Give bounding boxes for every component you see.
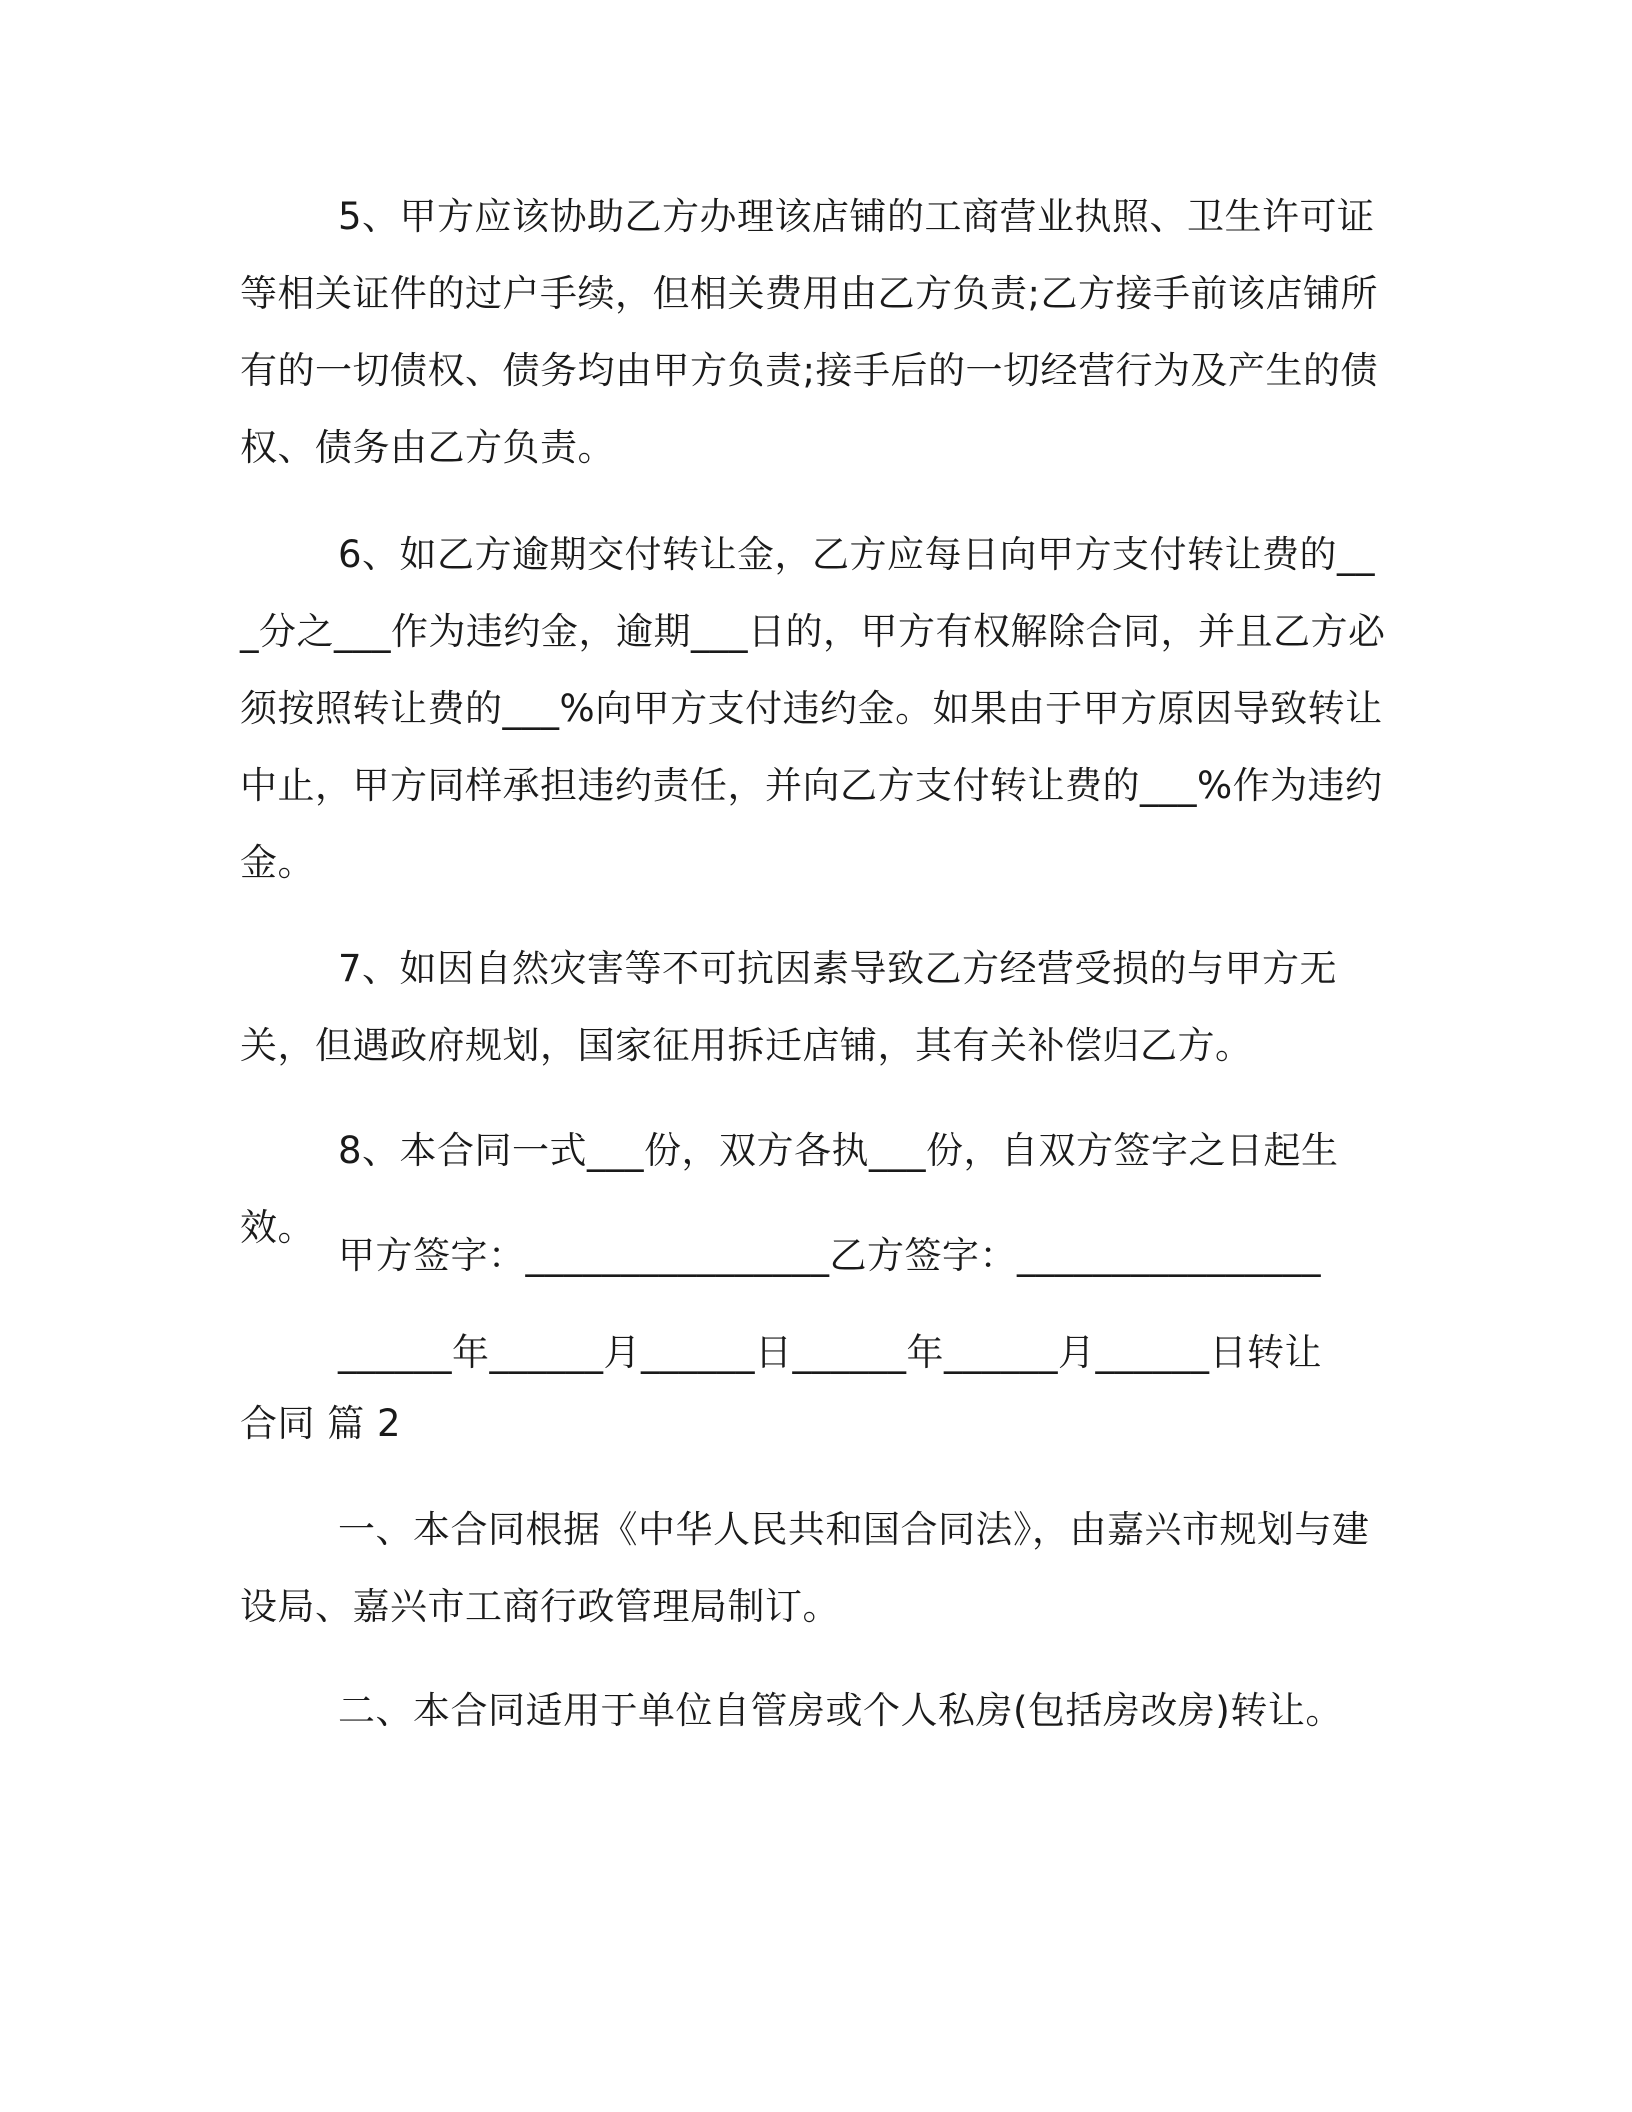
item-2-block [240,1672,1390,1749]
clause-6-text: 6、如乙方逾期交付转让金，乙方应每日向甲方支付转让费的___分之___作为违约金，逾期___日的，甲方有权解除合同，并且乙方必须按照转让费的___%向甲方支付违约金。如果由于甲方原因导致转让中止，甲方同样承担违约责任，并向乙方支付转让费的___%作为违约金。 [240,533,1386,884]
item-1-block [240,1491,1390,1645]
date-line: ______年______月______日______年______月______日转让 [338,1331,1322,1374]
clause-6-block [240,516,1390,901]
section-title: 合同 篇 2 [240,1402,402,1445]
signature-line: 甲方签字：________________乙方签字：________________ [338,1234,1321,1277]
item-1-text: 一、本合同根据《中华人民共和国合同法》，由嘉兴市规划与建设局、嘉兴市工商行政管理局制订。 [240,1508,1370,1628]
clause-7-text: 7、如因自然灾害等不可抗因素导致乙方经营受损的与甲方无关，但遇政府规划，国家征用拆迁店铺，其有关补偿归乙方。 [240,947,1338,1067]
clause-5-block [240,178,1390,486]
clause-5-text: 5、甲方应该协助乙方办理该店铺的工商营业执照、卫生许可证等相关证件的过户手续，但相关费用由乙方负责;乙方接手前该店铺所有的一切债权、债务均由甲方负责;接手后的一切经营行为及产生的债权、债务由乙方负责。 [240,195,1378,469]
clause-8-text: 8、本合同一式___份，双方各执___份，自双方签字之日起生效。 [240,1129,1339,1249]
item-2-text: 二、本合同适用于单位自管房或个人私房(包括房改房)转让。 [338,1689,1343,1732]
clause-7-block [240,930,1390,1084]
